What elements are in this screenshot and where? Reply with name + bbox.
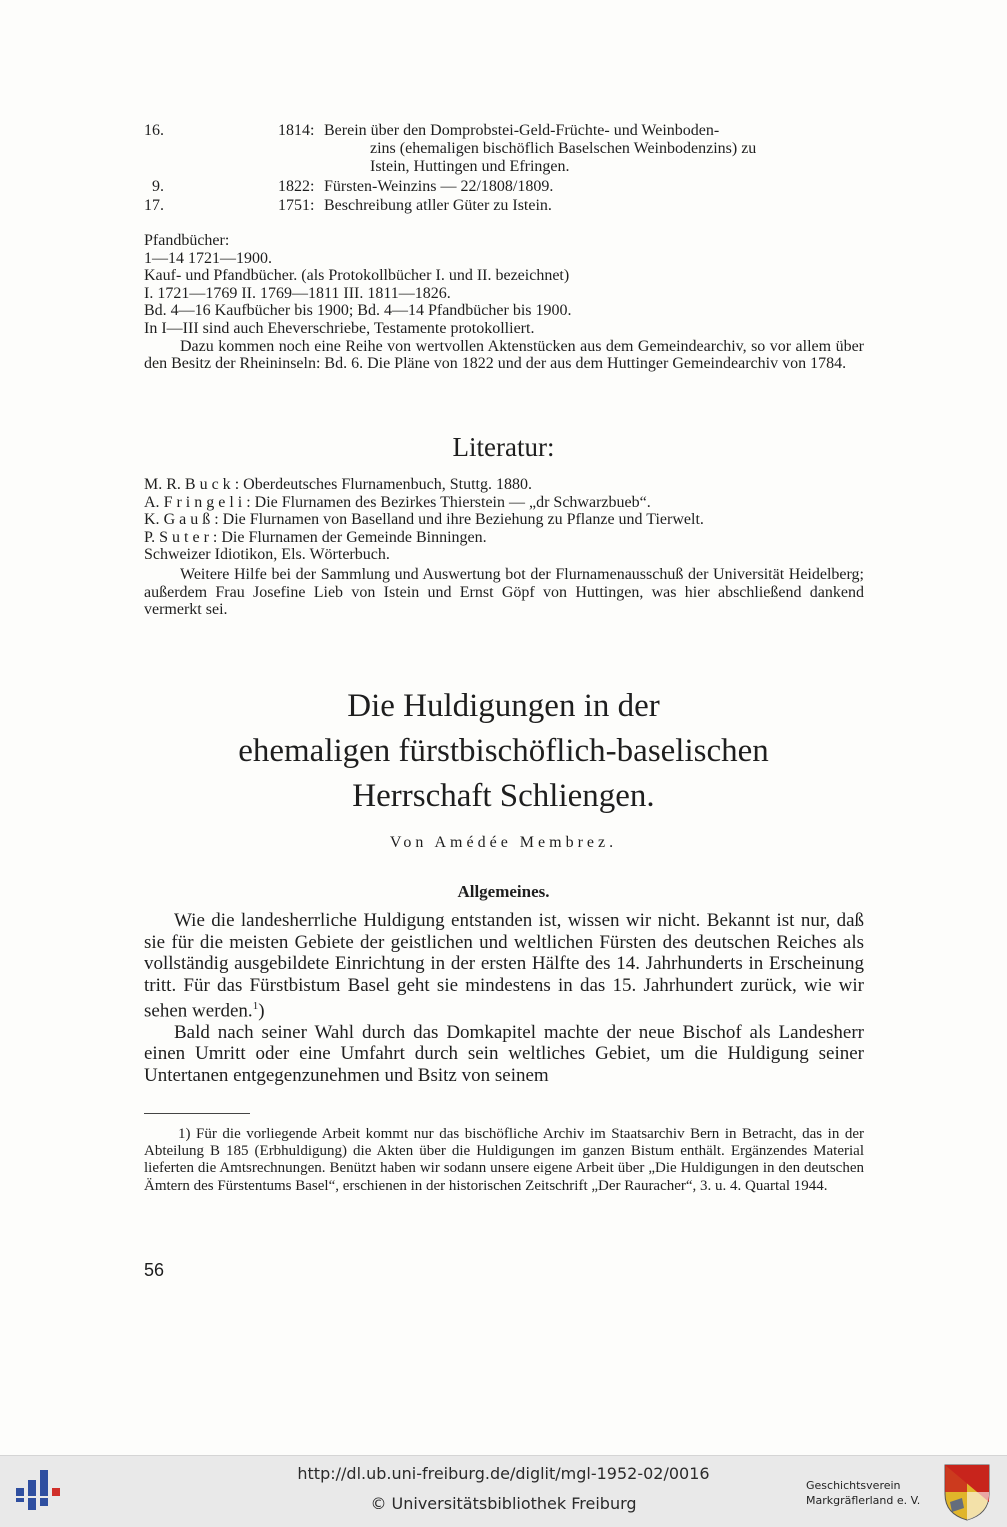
body-paragraph: Bald nach seiner Wahl durch das Domkapitel machte der neue Bischof als Landesherr einen Umritt oder eine Umfahrt durch sein weltliches Gebiet, um die Huldigung seiner Untertanen entgegenzunehmen und Bsitz von seinem — [144, 1021, 864, 1086]
register-year: 1814: — [278, 122, 315, 139]
pfandbuecher-section — [144, 232, 864, 373]
pfand-line: I. 1721—1769 II. 1769—1811 III. 1811—1826. — [144, 284, 451, 302]
society-line: Geschichtsverein — [806, 1479, 901, 1492]
register-number: 16. — [144, 122, 164, 139]
section-heading: Allgemeines. — [457, 882, 550, 901]
article-body — [144, 910, 864, 1086]
literatur-heading: Literatur: — [452, 432, 555, 462]
footnote — [144, 1126, 864, 1195]
register-description — [324, 178, 864, 196]
register-line: zins (ehemaligen bischöflich Baselschen Weinbodenzins) zu — [370, 140, 757, 157]
pfand-line: Bd. 4—16 Kaufbücher bis 1900; Bd. 4—14 Pfandbücher bis 1900. — [144, 302, 572, 320]
pfand-paragraph: Dazu kommen noch eine Reihe von wertvollen Aktenstücken aus dem Gemeindearchiv, so vor allem über den Besitz der Rheininseln: Bd. 6. Die Pläne von 1822 und der aus dem Huttinger Gemeindearchiv von 1784. — [144, 337, 864, 373]
author-name: Gauß — [163, 511, 215, 529]
society-line: Markgräflerland e. V. — [806, 1494, 921, 1507]
literatur-list — [144, 476, 864, 619]
register-year: 1822: — [278, 178, 315, 195]
register-description — [324, 197, 864, 215]
pfand-line: Kauf- und Pfandbücher. (als Protokollbücher I. und II. bezeichnet) — [144, 267, 570, 285]
title-line: Die Huldigungen in der — [347, 688, 660, 724]
literature-entry: K. Gauß: Die Flurnamen von Baselland und ihre Beziehung zu Pflanze und Tierwelt. — [144, 511, 704, 529]
author-name: Buck — [184, 476, 235, 493]
literature-entry: M. R. Buck: Oberdeutsches Flurnamenbuch, Stuttg. 1880. — [144, 476, 532, 493]
literature-entry: Schweizer Idiotikon, Els. Wörterbuch. — [144, 546, 390, 564]
footnote-marker: 1 — [252, 1000, 259, 1012]
footnote-divider — [144, 1113, 250, 1114]
footer-bar — [0, 1455, 1007, 1527]
register-line: Berein über den Domprobstei-Geld-Früchte- und Weinboden- — [324, 122, 720, 139]
coat-of-arms-icon — [942, 1462, 992, 1522]
register-description — [324, 122, 864, 176]
page-number: 56 — [144, 1260, 165, 1280]
title-line: Herrschaft Schliengen. — [352, 778, 655, 814]
article-title — [0, 684, 1007, 819]
document-url[interactable]: http://dl.ub.uni-freiburg.de/diglit/mgl-1952-02/0016 — [297, 1464, 710, 1483]
pfand-line: 1—14 1721—1900. — [144, 249, 272, 267]
pfand-line: Pfandbücher: — [144, 232, 230, 249]
title-line: ehemaligen fürstbischöflich-baselischen — [238, 733, 769, 769]
register-line: Fürsten-Weinzins — 22/1808/1809. — [324, 178, 554, 195]
author-byline: Von Amédée Membrez. — [389, 834, 618, 851]
register-number: 17. — [144, 197, 164, 214]
register-number: 9. — [152, 178, 164, 195]
society-name — [806, 1478, 946, 1508]
copyright-notice: © Universitätsbibliothek Freiburg — [370, 1494, 637, 1513]
register-line: Istein, Huttingen und Efringen. — [370, 158, 570, 175]
author-name: Suter — [159, 528, 213, 546]
register-year: 1751: — [278, 197, 315, 214]
pfand-line: In I—III sind auch Eheverschriebe, Testamente protokolliert. — [144, 319, 535, 337]
body-paragraph: Wie die landesherrliche Huldigung entstanden ist, wissen wir nicht. Bekannt ist nur, daß sie für die meisten Gebiete der geistlichen und weltlichen Fürsten des deutschen Reiches als vollständig ausgebildete Einrichtung in der ersten Hälfte des 14. Jahrhunderts in Erscheinung tritt. Für das Fürstbistum Basel geht sie mindestens in das 15. Jahrhundert zurück, wie wir sehen werden.$^1$) — [144, 910, 864, 1022]
author-name: Fringeli — [163, 493, 247, 511]
footnote-text: 1) Für die vorliegende Arbeit kommt nur das bischöfliche Archiv im Staatsarchiv Bern in Betracht, das in der Abteilung B 185 (Erbhuldigung) die Akten über die Huldigungen im ganzen Bistum enthält. Ergänzendes Material lieferten die Amtsrechnungen. Benützt haben wir sodann unsere eigene Arbeit über „Die Huldigungen in den deutschen Ämtern des Fürstentums Basel“, erschienen in der historischen Zeitschrift „Der Rauracher“, 3. u. 4. Quartal 1944. — [144, 1126, 864, 1194]
register-line: Beschreibung atller Güter zu Istein. — [324, 197, 552, 214]
literatur-paragraph: Weitere Hilfe bei der Sammlung und Auswertung bot der Flurnamenausschuß der Universität Heidelberg; außerdem Frau Josefine Lieb von Istein und Ernst Göpf von Huttingen, was hier abschließend dankend vermerkt sei. — [144, 565, 864, 619]
literature-entry: P. Suter: Die Flurnamen der Gemeinde Binningen. — [144, 528, 487, 546]
literature-entry: A. Fringeli: Die Flurnamen des Bezirkes Thierstein — „dr Schwarzbueb“. — [144, 493, 651, 511]
